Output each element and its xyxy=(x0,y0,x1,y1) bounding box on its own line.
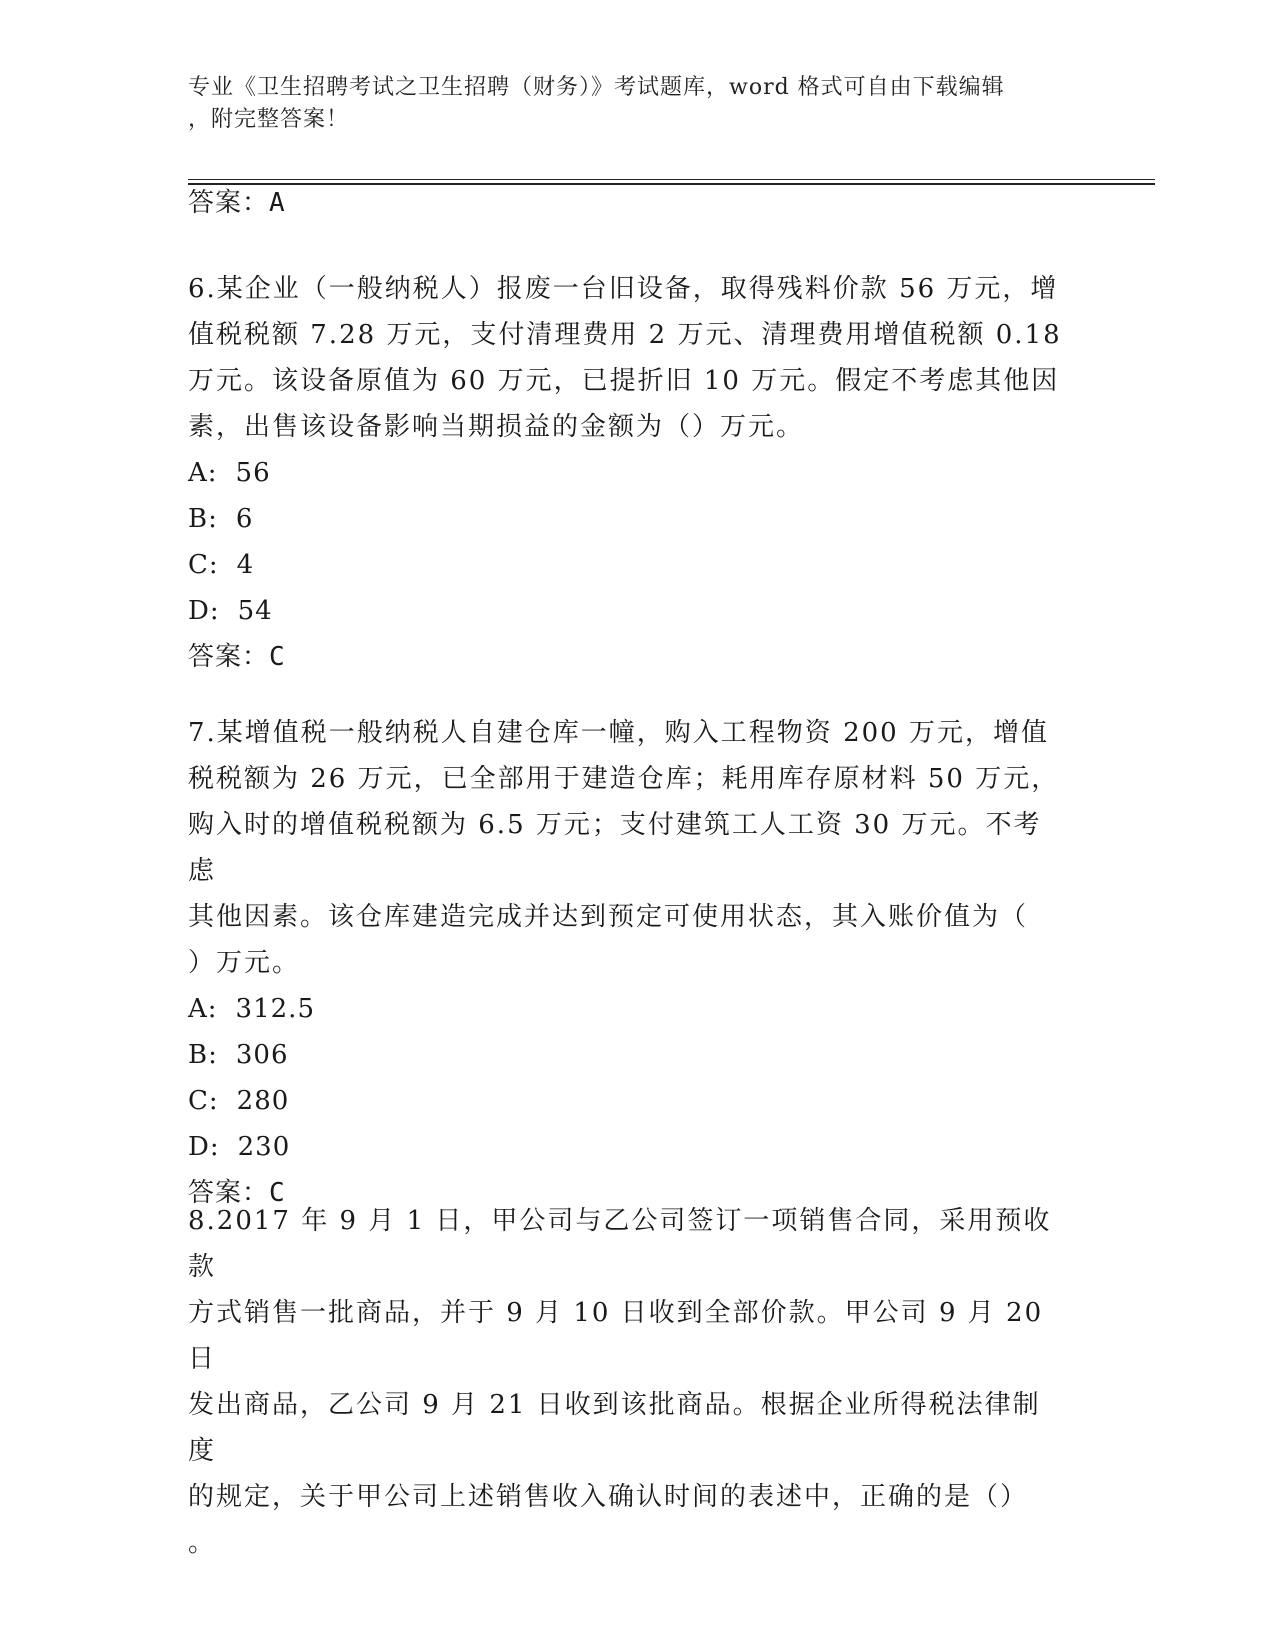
option-key: D: xyxy=(188,1132,220,1162)
option-key: A: xyxy=(188,994,218,1024)
answer-label-q7: 答案：C xyxy=(188,1178,286,1208)
option-key: B: xyxy=(188,1040,218,1070)
question-line: 税税额为 26 万元，已全部用于建造仓库；耗用库存原材料 50 万元， xyxy=(188,764,1060,794)
question-line: 8.2017 年 9 月 1 日，甲公司与乙公司签订一项销售合同，采用预收款 xyxy=(188,1206,1052,1282)
question-line: 购入时的增值税税额为 6.5 万元；支付建筑工人工资 30 万元。不考虑 xyxy=(188,810,1042,886)
question-8-text xyxy=(188,1198,1068,1566)
option-a xyxy=(188,450,1068,496)
option-key: B: xyxy=(188,504,218,534)
option-value: 56 xyxy=(235,458,271,488)
question-line: 万元。该设备原值为 60 万元，已提折旧 10 万元。假定不考虑其他因 xyxy=(188,366,1060,396)
header-line-1: 专业《卫生招聘考试之卫生招聘（财务）》考试题库，word 格式可自由下载编辑 xyxy=(188,75,1005,100)
option-c xyxy=(188,542,1068,588)
question-7 xyxy=(188,710,1068,1216)
answer-label-q6: 答案：C xyxy=(188,642,286,672)
option-value: 306 xyxy=(235,1040,289,1070)
option-value: 280 xyxy=(236,1086,290,1116)
document-header xyxy=(188,72,1068,136)
option-value: 230 xyxy=(237,1132,291,1162)
question-line: 素，出售该设备影响当期损益的金额为（）万元。 xyxy=(188,412,805,442)
option-key: A: xyxy=(188,458,218,488)
option-value: 6 xyxy=(235,504,254,534)
option-value: 312.5 xyxy=(235,994,315,1024)
question-line: 值税税额 7.28 万元，支付清理费用 2 万元、清理费用增值税额 0.18 xyxy=(188,320,1062,350)
option-value: 4 xyxy=(236,550,255,580)
question-8 xyxy=(188,1198,1068,1566)
option-key: D: xyxy=(188,596,220,626)
question-line: 方式销售一批商品，并于 9 月 10 日收到全部价款。甲公司 9 月 20 日 xyxy=(188,1298,1044,1374)
option-d xyxy=(188,1124,1068,1170)
option-c xyxy=(188,1078,1068,1124)
option-value: 54 xyxy=(237,596,273,626)
question-6 xyxy=(188,266,1068,680)
question-line: 的规定，关于甲公司上述销售收入确认时间的表述中，正确的是（） xyxy=(188,1482,1029,1512)
option-b xyxy=(188,1032,1068,1078)
option-key: C: xyxy=(188,1086,219,1116)
option-b xyxy=(188,496,1068,542)
question-6-text xyxy=(188,266,1068,450)
answer-label-q5: 答案：A xyxy=(188,188,286,218)
question-line: ）万元。 xyxy=(188,948,301,978)
option-d xyxy=(188,588,1068,634)
question-line: 发出商品，乙公司 9 月 21 日收到该批商品。根据企业所得税法律制度 xyxy=(188,1390,1041,1466)
question-line: 其他因素。该仓库建造完成并达到预定可使用状态，其入账价值为（ xyxy=(188,902,1029,932)
header-line-2: ，附完整答案！ xyxy=(188,107,350,132)
option-a xyxy=(188,986,1068,1032)
question-line: 。 xyxy=(188,1528,217,1558)
question-line: 6.某企业（一般纳税人）报废一台旧设备，取得残料价款 56 万元，增 xyxy=(188,274,1059,304)
question-7-text xyxy=(188,710,1068,986)
question-line: 7.某增值税一般纳税人自建仓库一幢，购入工程物资 200 万元，增值 xyxy=(188,718,1049,748)
option-key: C: xyxy=(188,550,219,580)
